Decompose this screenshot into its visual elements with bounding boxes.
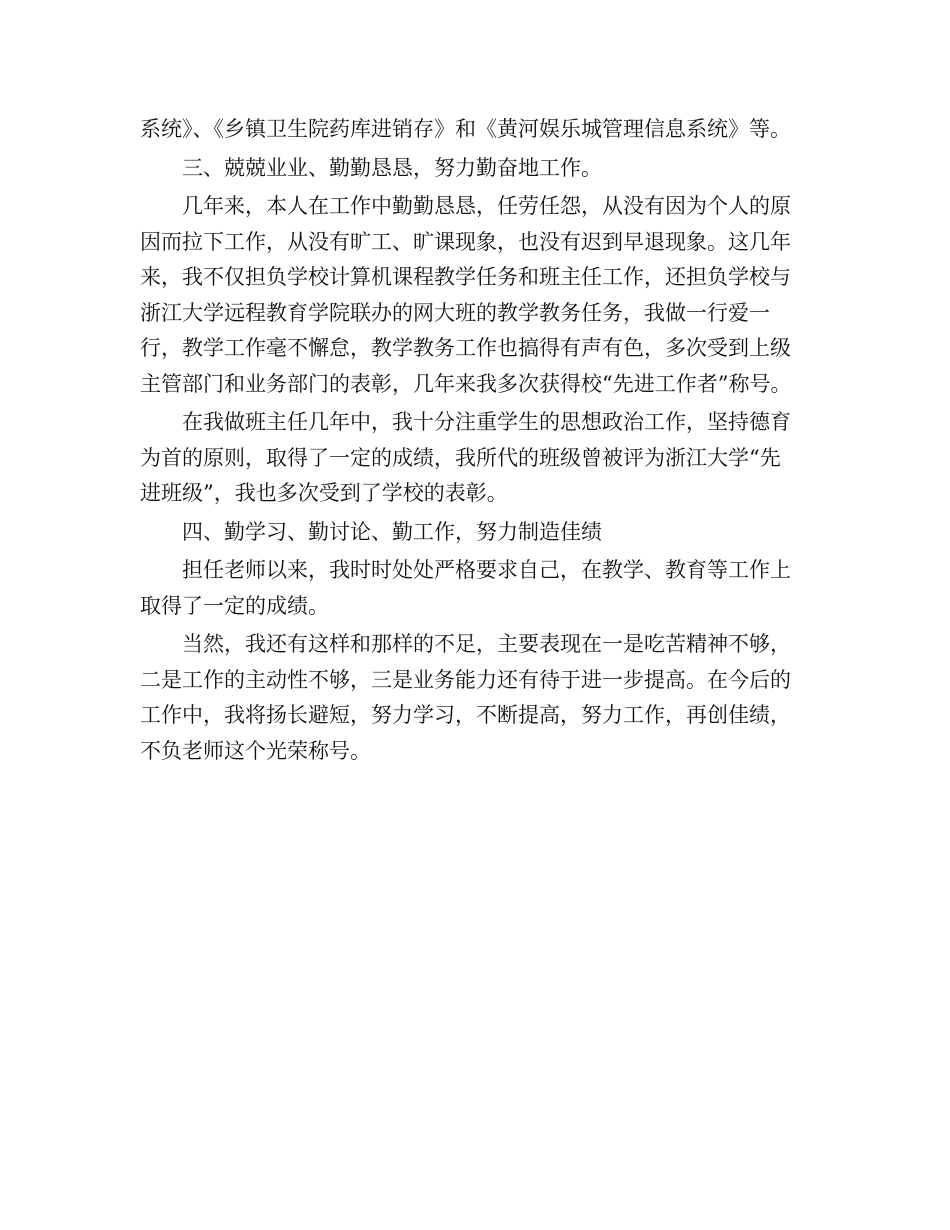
section-heading-three: 三、兢兢业业、勤勤恳恳，努力勤奋地工作。 <box>182 155 602 180</box>
paragraph-class-teacher: 在我做班主任几年中，我十分注重学生的思想政治工作，坚持德育为首的原则，取得了一定的成绩，我所代的班级曾被评为浙江大学“先进班级”，我也多次受到了学校的表彰。 <box>140 410 791 505</box>
paragraph-work-diligence: 几年来，本人在工作中勤勤恳恳，任劳任怨，从没有因为个人的原因而拉下工作，从没有旷工、旷课现象，也没有迟到早退现象。这几年来，我不仅担负学校计算机课程教学任务和班主任工作，还担负学校与浙江大学远程教育学院联办的网大班的教学教务任务，我做一行爱一行，教学工作毫不懈怠，教学教务工作也搞得有声有色，多次受到上级主管部门和业务部门的表彰，几年来我多次获得校“先进工作者”称号。 <box>140 194 792 396</box>
section-heading-four: 四、勤学习、勤讨论、勤工作，努力制造佳绩 <box>182 519 602 544</box>
paragraph-continuation: 系统》、《乡镇卫生院药库进销存》和《黄河娱乐城管理信息系统》等。 <box>140 117 791 141</box>
paragraph-shortcomings: 当然，我还有这样和那样的不足，主要表现在一是吃苦精神不够，二是工作的主动性不够，三是业务能力还有待于进一步提高。在今后的工作中，我将扬长避短，努力学习，不断提高，努力工作，再创佳绩，不负老师这个光荣称号。 <box>140 632 791 763</box>
paragraph-achievements: 担任老师以来，我时时处处严格要求自己，在教学、教育等工作上取得了一定的成绩。 <box>140 558 791 618</box>
document-body <box>140 112 800 772</box>
